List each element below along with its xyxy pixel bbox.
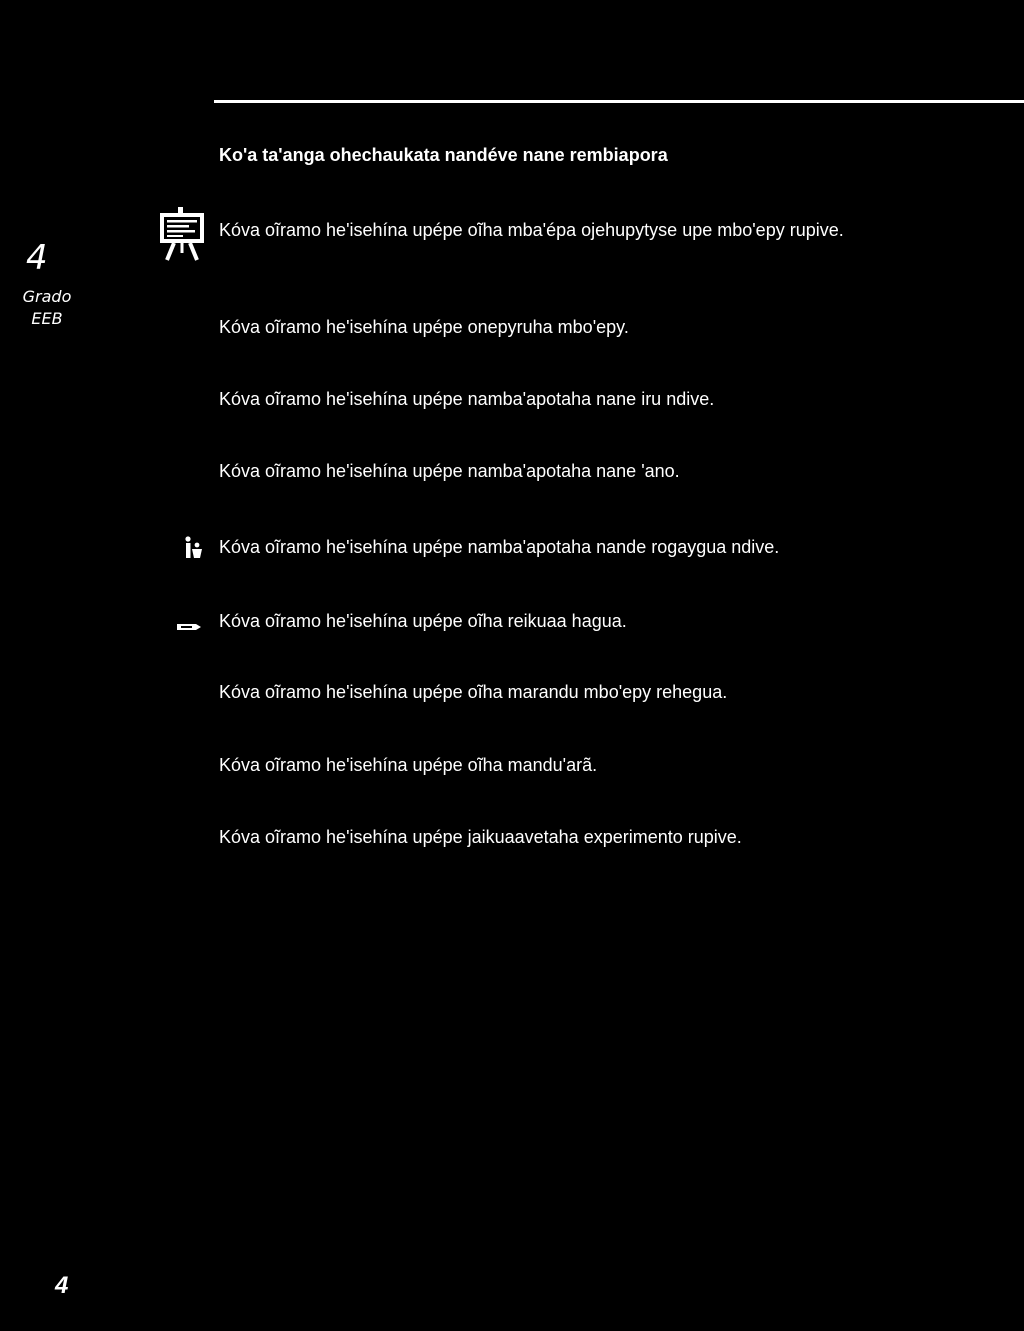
list-item: Kóva oĩramo he'isehína upépe oĩha marandu mbo'epy rehegua.	[219, 682, 728, 702]
grade-number: 4	[26, 238, 48, 278]
grade-code: EEB	[31, 309, 63, 328]
header-rule	[214, 100, 1024, 103]
page-heading: Ko'a ta'anga ohechaukata nandéve nane rembiapora	[219, 145, 668, 165]
page-number: 4	[55, 1272, 69, 1299]
list-item: Kóva oĩramo he'isehína upépe oĩha mandu'arã.	[219, 755, 598, 775]
list-item: Kóva oĩramo he'isehína upépe oĩha mba'épa ojehupytyse upe mbo'epy rupive.	[219, 220, 844, 240]
list-item: Kóva oĩramo he'isehína upépe namba'apotaha nane iru ndive.	[219, 389, 715, 409]
easel-board-icon	[158, 207, 206, 261]
list-item: Kóva oĩramo he'isehína upépe oĩha reikuaa hagua.	[219, 611, 627, 631]
family-icon	[183, 536, 205, 560]
list-item: Kóva oĩramo he'isehína upépe onepyruha mbo'epy.	[219, 317, 629, 337]
grade-label: Grado	[22, 287, 72, 306]
list-item: Kóva oĩramo he'isehína upépe namba'apotaha nande rogaygua ndive.	[219, 537, 780, 557]
pen-icon	[176, 620, 202, 634]
list-item: Kóva oĩramo he'isehína upépe namba'apotaha nane 'ano.	[219, 461, 680, 481]
list-item: Kóva oĩramo he'isehína upépe jaikuaavetaha experimento rupive.	[219, 827, 742, 847]
